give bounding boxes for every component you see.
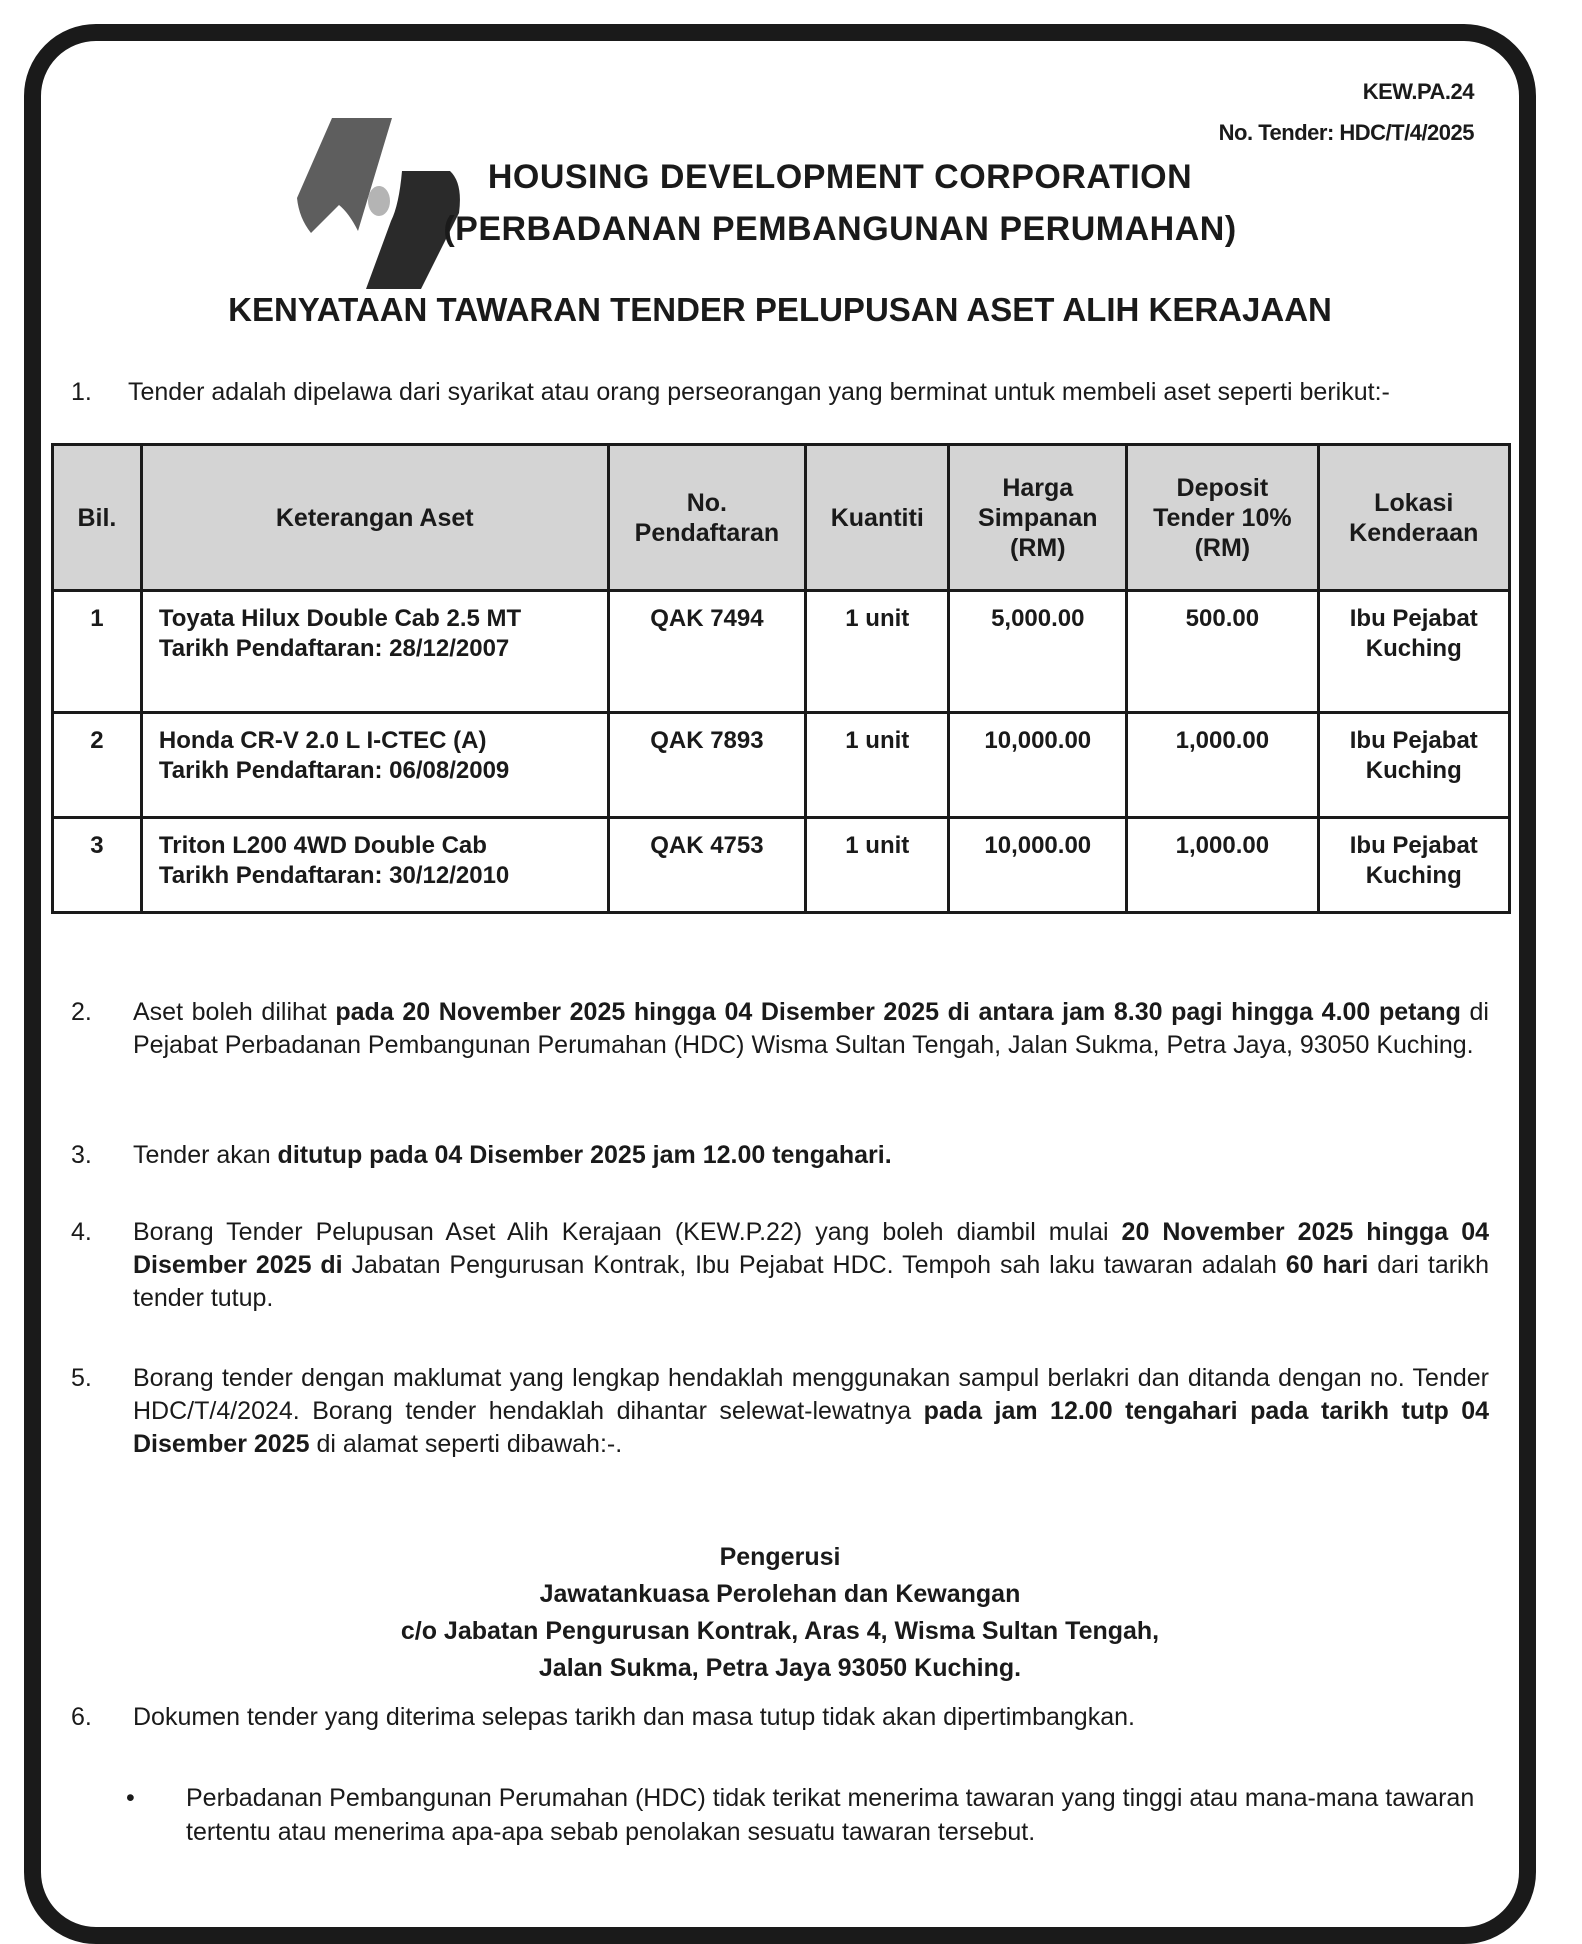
paragraph-4 (71, 1216, 1489, 1315)
cell-price: 10,000.00 (949, 818, 1127, 913)
asset-reg-date: Tarikh Pendaftaran: 06/08/2009 (158, 757, 510, 784)
location-line: Ibu Pejabat (1349, 605, 1478, 632)
asset-table (51, 443, 1511, 914)
hdc-logo (271, 113, 461, 293)
submission-address (41, 1539, 1519, 1687)
tender-number: No. Tender: HDC/T/4/2025 (1218, 120, 1474, 145)
cell-deposit: 1,000.00 (1127, 818, 1318, 913)
text-run: di alamat seperti dibawah:-. (309, 1430, 623, 1458)
header-kuantiti (806, 445, 949, 591)
disclaimer-text: Perbadanan Pembangunan Perumahan (HDC) tidak terikat menerima tawaran yang tinggi atau mana-mana tawaran tertentu atau menerima apa-apa sebab penolakan sesuatu tawaran tersebut. (186, 1784, 1475, 1846)
asset-name: Triton L200 4WD Double Cab (158, 832, 487, 859)
cell-qty: 1 unit (806, 818, 949, 913)
header-line: No. (686, 488, 728, 517)
cell-qty: 1 unit (806, 713, 949, 818)
paragraph-6 (71, 1701, 1489, 1734)
org-name-malay: (PERBADANAN PEMBANGUNAN PERUMAHAN) (443, 210, 1237, 248)
paragraph-number: 6. (71, 1703, 92, 1731)
paragraph-number: 2. (71, 998, 92, 1026)
paragraph-number: 1. (71, 378, 92, 406)
cell-price: 10,000.00 (949, 713, 1127, 818)
org-name-english: HOUSING DEVELOPMENT CORPORATION (487, 158, 1193, 196)
cell-location (1318, 591, 1509, 713)
cell-reg-no: QAK 7494 (608, 591, 806, 713)
paragraph-text: Tender adalah dipelawa dari syarikat atau orang perseorangan yang berminat untuk membeli aset seperti berikut:- (128, 378, 1390, 406)
text-run: dari tarikh tender tutup. (133, 1251, 1490, 1312)
disclaimer-note (126, 1781, 1489, 1849)
table-header-row (53, 445, 1510, 591)
address-line: c/o Jabatan Pengurusan Kontrak, Aras 4, Wisma Sultan Tengah, (400, 1617, 1160, 1645)
header-line: Tender 10% (1153, 503, 1292, 532)
header-keterangan-label: Keterangan Aset (275, 503, 474, 532)
cell-bil: 1 (53, 591, 142, 713)
text-run: Tender akan (133, 1141, 278, 1169)
location-line: Ibu Pejabat (1349, 832, 1478, 859)
cell-deposit: 1,000.00 (1127, 713, 1318, 818)
paragraph-text: Dokumen tender yang diterima selepas tarikh dan masa tutup tidak akan dipertimbangkan. (133, 1703, 1135, 1731)
paragraph-5 (71, 1362, 1489, 1461)
location-line: Kuching (1365, 757, 1462, 784)
header-deposit (1127, 445, 1318, 591)
bold-run: 60 hari (1285, 1251, 1369, 1279)
bullet-icon: • (126, 1784, 135, 1812)
header-line: Harga (1002, 473, 1074, 502)
header-line: (RM) (1010, 533, 1066, 562)
asset-name: Toyata Hilux Double Cab 2.5 MT (158, 605, 522, 632)
form-code: KEW.PA.24 (1362, 79, 1474, 104)
paragraph-text (133, 1362, 1489, 1461)
header-keterangan (141, 445, 608, 591)
paragraph-3 (71, 1139, 1489, 1172)
text-run: di Pejabat Perbadanan Pembangunan Perumahan (HDC) Wisma Sultan Tengah, Jalan Sukma, Petra Jaya, 93050 Kuching. (133, 998, 1489, 1059)
header-line: (RM) (1194, 533, 1251, 562)
table-row (53, 713, 1510, 818)
paragraph-number: 4. (71, 1218, 92, 1246)
paragraph-number: 5. (71, 1364, 92, 1392)
cell-asset (141, 591, 608, 713)
address-line: Jawatankuasa Perolehan dan Kewangan (539, 1580, 1021, 1608)
table-row (53, 591, 1510, 713)
paragraph-1 (71, 376, 1489, 409)
text-run: Borang Tender Pelupusan Aset Alih Kerajaan (KEW.P.22) yang boleh diambil mulai (133, 1218, 1122, 1246)
header-line: Deposit (1176, 473, 1269, 502)
header-kuantiti-label: Kuantiti (830, 503, 924, 532)
cell-location (1318, 713, 1509, 818)
cell-location (1318, 818, 1509, 913)
paragraph-2 (71, 996, 1489, 1062)
location-line: Ibu Pejabat (1349, 727, 1478, 754)
text-run: Aset boleh dilihat (133, 998, 336, 1026)
asset-reg-date: Tarikh Pendaftaran: 30/12/2010 (158, 862, 510, 889)
paragraph-text (133, 1216, 1489, 1315)
header-line: Kenderaan (1349, 518, 1479, 547)
paragraph-text (133, 996, 1489, 1062)
bold-run: pada jam 12.00 tengahari pada tarikh tutp 04 Disember 2025 (133, 1397, 1490, 1458)
cell-reg-no: QAK 4753 (608, 818, 806, 913)
header-bil (53, 445, 142, 591)
bold-run: 20 November 2025 hingga 04 Disember 2025 di (133, 1218, 1490, 1279)
header-no-pendaftaran (608, 445, 806, 591)
cell-qty: 1 unit (806, 591, 949, 713)
bold-run: ditutup pada 04 Disember 2025 jam 12.00 tengahari. (277, 1141, 892, 1169)
address-line: Pengerusi (719, 1543, 841, 1571)
cell-deposit: 500.00 (1127, 591, 1318, 713)
header-line: Simpanan (978, 503, 1098, 532)
location-line: Kuching (1365, 635, 1462, 662)
cell-price: 5,000.00 (949, 591, 1127, 713)
bold-run: pada 20 November 2025 hingga 04 Disember 2025 di antara jam 8.30 pagi hingga 4.00 petang (335, 998, 1461, 1026)
text-run: Borang tender dengan maklumat yang lengkap hendaklah menggunakan sampul berlakri dan ditanda dengan no. Tender HDC/T/4/2024. Borang tender hendaklah dihantar selewat-lewatnya (133, 1364, 1489, 1425)
table-row (53, 818, 1510, 913)
paragraph-number: 3. (71, 1141, 92, 1169)
header-line: Lokasi (1374, 488, 1454, 517)
asset-name: Honda CR-V 2.0 L I-CTEC (A) (158, 727, 487, 754)
asset-reg-date: Tarikh Pendaftaran: 28/12/2007 (158, 635, 510, 662)
address-line: Jalan Sukma, Petra Jaya 93050 Kuching. (538, 1654, 1022, 1682)
cell-asset (141, 713, 608, 818)
cell-bil: 2 (53, 713, 142, 818)
header-line: Pendaftaran (634, 518, 780, 547)
text-run: Jabatan Pengurusan Kontrak, Ibu Pejabat HDC. Tempoh sah laku tawaran adalah (342, 1251, 1286, 1279)
paragraph-text (133, 1139, 1489, 1172)
location-line: Kuching (1365, 862, 1462, 889)
document-title: KENYATAAN TAWARAN TENDER PELUPUSAN ASET ALIH KERAJAAN (228, 291, 1332, 328)
document-frame (24, 24, 1536, 1944)
header-lokasi (1318, 445, 1509, 591)
cell-bil: 3 (53, 818, 142, 913)
header-bil-label: Bil. (77, 503, 117, 532)
cell-asset (141, 818, 608, 913)
cell-reg-no: QAK 7893 (608, 713, 806, 818)
header-harga (949, 445, 1127, 591)
